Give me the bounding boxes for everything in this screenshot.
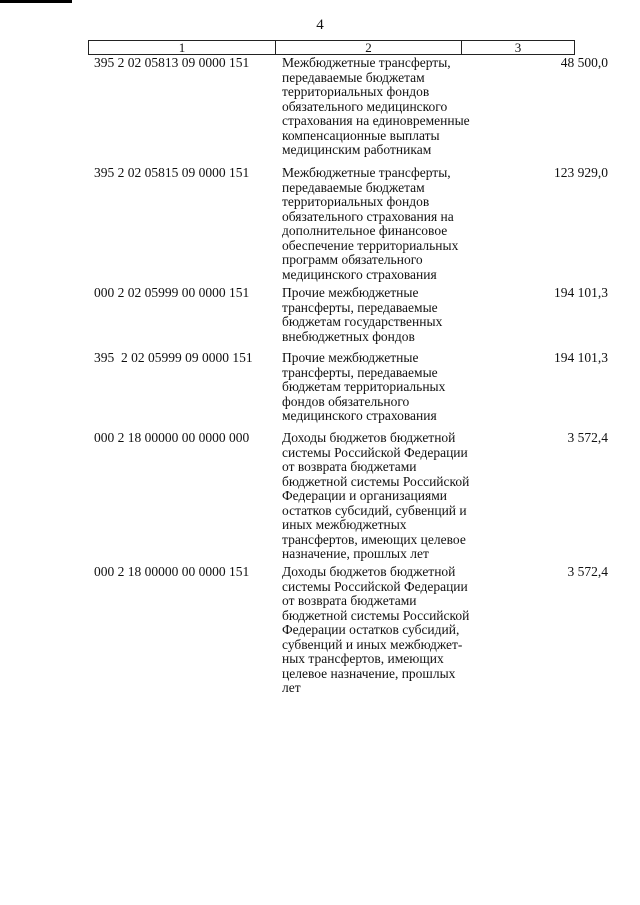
amount-value: 48 500,0 [560, 55, 608, 70]
description-line: назначение, прошлых лет [282, 546, 429, 561]
description-line: системы Российской Федерации [282, 578, 468, 594]
description-line: трансферты, передаваемые [282, 364, 438, 380]
description-line: трансфертов, имеющих целевое [282, 531, 466, 547]
description-line: иных межбюджетных [282, 517, 407, 532]
amount-value: 3 572,4 [567, 564, 608, 579]
header-col-3: 3 [514, 40, 522, 55]
description-line: субвенций и иных межбюджет- [282, 636, 463, 652]
description-line: Межбюджетные трансферты, [282, 165, 451, 180]
description-line: бюджетам государственных [282, 314, 443, 329]
description-line: системы Российской Федерации [282, 444, 468, 460]
budget-code: 395 2 02 05813 09 0000 151 [94, 55, 250, 70]
budget-code: 000 2 02 05999 00 0000 151 [94, 285, 250, 300]
description-line: целевое назначение, прошлых [282, 665, 456, 681]
description-line: медицинского страхования [282, 266, 437, 282]
description-line: Межбюджетные трансферты, [282, 55, 451, 70]
row-description [282, 166, 492, 282]
table-header-row [88, 40, 575, 55]
description-line: Доходы бюджетов бюджетной [282, 430, 456, 445]
description-line: Прочие межбюджетные [282, 350, 419, 365]
header-col-2: 2 [276, 41, 462, 54]
description-line: от возврата бюджетами [282, 593, 417, 608]
description-line: обязательного медицинского [282, 98, 448, 114]
description-line: компенсационные выплаты [282, 127, 440, 143]
description-line: Федерации остатков субсидий, [282, 622, 460, 637]
row-description [282, 351, 492, 424]
description-line: дополнительное финансовое [282, 223, 448, 238]
description-line: внебюджетных фондов [282, 328, 415, 344]
description-line: Федерации и организациями [282, 488, 447, 503]
description-line: лет [282, 680, 301, 695]
description-line: обязательного страхования на [282, 208, 454, 224]
description-line: передаваемые бюджетам [282, 179, 425, 195]
description-line: страхования на единовременные [282, 113, 470, 128]
description-line: от возврата бюджетами [282, 459, 417, 474]
description-line: остатков субсидий, субвенций и [282, 502, 467, 518]
header-col-1: 1 [89, 41, 276, 54]
row-description [282, 286, 492, 344]
description-line: бюджетной системы Российской [282, 473, 470, 489]
description-line: Прочие межбюджетные [282, 285, 419, 300]
amount-value: 194 101,3 [554, 350, 608, 365]
description-line: фондов обязательного [282, 393, 410, 409]
amount-value: 123 929,0 [554, 165, 608, 180]
budget-code: 000 2 18 00000 00 0000 151 [94, 564, 250, 579]
description-line: обеспечение территориальных [282, 237, 459, 253]
description-line: медицинского страхования [282, 408, 437, 423]
description-line: программ обязательного [282, 252, 423, 267]
row-description [282, 56, 492, 158]
amount-value: 194 101,3 [554, 285, 608, 300]
description-line: бюджетной системы Российской [282, 607, 470, 623]
page-number: 4 [316, 17, 324, 33]
budget-code: 395 2 02 05815 09 0000 151 [94, 165, 250, 180]
description-line: территориальных фондов [282, 84, 430, 99]
description-line: бюджетам территориальных [282, 379, 446, 394]
description-line: ных трансфертов, имеющих [282, 651, 444, 666]
scan-corner-mark [0, 0, 72, 3]
description-line: территориальных фондов [282, 194, 430, 209]
budget-code: 395 2 02 05999 09 0000 151 [94, 350, 253, 365]
row-description [282, 565, 492, 696]
amount-value: 3 572,4 [567, 430, 608, 445]
description-line: передаваемые бюджетам [282, 69, 425, 85]
description-line: медицинским работникам [282, 142, 432, 157]
row-description [282, 431, 492, 562]
budget-code: 000 2 18 00000 00 0000 000 [94, 430, 250, 445]
description-line: Доходы бюджетов бюджетной [282, 564, 456, 579]
description-line: трансферты, передаваемые [282, 299, 438, 315]
